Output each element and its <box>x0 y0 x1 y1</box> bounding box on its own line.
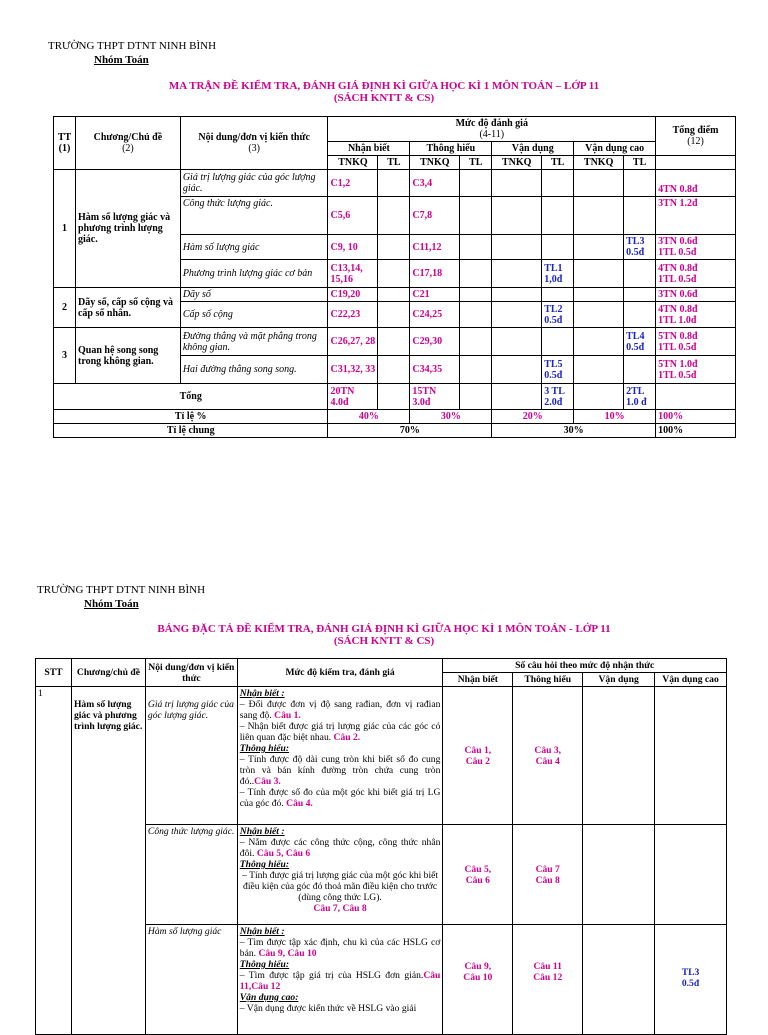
total-cell: 3TN 0.6đ <box>656 288 736 302</box>
pct-total: 100% <box>656 410 736 424</box>
total-cell: 3TN 1.2đ <box>656 197 736 235</box>
vd-tl-label: TL2 <box>544 303 563 315</box>
vd-tl-score: 1,0đ <box>544 273 563 285</box>
matrix-table <box>53 116 736 438</box>
col-count: Số câu hỏi theo mức độ nhận thức <box>443 659 727 673</box>
criteria-line <box>240 754 441 787</box>
th-ref-2: Câu 8 <box>535 874 560 886</box>
common-total: 100% <box>656 424 736 438</box>
total-tl: 1TL 0.5đ <box>658 341 697 353</box>
nb-cell: C19,20 <box>328 288 378 302</box>
col-total <box>656 117 736 156</box>
team-name-2: Nhóm Toán <box>84 598 139 610</box>
criteria-heading: Nhận biết : <box>239 926 285 937</box>
criteria-heading: Vận dụng cao: <box>239 992 299 1003</box>
content-cell: Công thức lượng giác. <box>145 825 237 925</box>
question-ref: Câu 4. <box>286 798 313 809</box>
content-cell: Công thức lượng giác. <box>180 197 328 235</box>
level-th: Thông hiểu <box>513 673 583 687</box>
vdc-tl-label: TL4 <box>626 330 645 342</box>
criteria-line <box>240 837 441 859</box>
nb-ref-1: Câu 9, <box>464 961 492 972</box>
col-content-label: Nội dung/đơn vị kiến thức <box>198 132 310 143</box>
criteria-heading: Thông hiểu: <box>239 959 290 970</box>
vdc-tl-label: TL3 <box>626 236 645 247</box>
total-cell <box>656 260 736 288</box>
chapter-number: 2 <box>54 288 76 328</box>
sum-vd-score: 2.0đ <box>544 396 563 408</box>
criteria-line <box>240 699 441 721</box>
level-nb: Nhận biết <box>443 673 513 687</box>
criteria-line <box>240 1003 441 1014</box>
criteria-line <box>240 937 441 959</box>
criteria-text: – Tìm được tập giá trị của HSLG đơn giản. <box>239 970 424 981</box>
content-cell: Cấp số cộng <box>180 302 328 328</box>
th-cell: C7,8 <box>410 197 460 235</box>
level-vdc: Vận dụng cao <box>655 673 727 687</box>
level-vd: Vận dụng <box>492 142 574 156</box>
nb-cell: C31,32, 33 <box>328 356 378 384</box>
school-name-2: TRƯỜNG THPT DTNT NINH BÌNH <box>37 584 206 596</box>
total-tl: 1TL 0.5đ <box>658 273 697 285</box>
criteria-text: – Tính được giá trị lượng giác của một góc khi biết điều kiện của góc đó thoả mãn điều kiện cho trước (dùng công thức LG). <box>242 870 439 903</box>
col-tt <box>54 117 76 170</box>
criteria-line <box>240 787 441 809</box>
col-chapter: Chương/chủ đề <box>71 659 145 687</box>
nb-ref-1: Câu 1, <box>464 744 492 756</box>
criteria-line <box>240 970 441 992</box>
criteria-cell <box>237 687 443 825</box>
criteria-text: – Nhận biết được giá trị lượng giác của các góc có liên quan đặc biệt nhau. <box>239 721 441 743</box>
criteria-heading: Thông hiểu: <box>239 859 290 870</box>
vdc-tl-score: 0.5đ <box>626 341 645 353</box>
sum-vdc <box>624 384 656 410</box>
total-tl: 1TL 0.5đ <box>658 369 697 381</box>
th-cell: C34,35 <box>410 356 460 384</box>
sum-th <box>410 384 460 410</box>
content-cell: Phương trình lượng giác cơ bản <box>180 260 328 288</box>
sub-tl: TL <box>378 156 410 170</box>
sum-vdc-score: 1.0 đ <box>626 396 647 408</box>
school-name: TRƯỜNG THPT DTNT NINH BÌNH <box>48 40 217 52</box>
nb-cell <box>443 925 513 1035</box>
spec-subtitle: (SÁCH KNTT & CS) <box>333 635 435 647</box>
chapter-name: Dãy số, cấp số cộng và cấp số nhân. <box>75 288 180 328</box>
nb-ref-2: Câu 10 <box>463 972 493 983</box>
total-tn: 4TN 0.8đ <box>658 262 698 274</box>
criteria-text: – Đổi được đơn vị độ sang rađian, đơn vị rađian sang độ. <box>239 699 441 721</box>
total-cell <box>656 356 736 384</box>
col-content-num: (3) <box>248 143 260 154</box>
vdc-tl-cell <box>624 235 656 260</box>
chapter-name: Hàm số lượng giác và phương trình lượng giác. <box>71 687 145 1035</box>
sub-tnkq: TNKQ <box>328 156 378 170</box>
nb-cell: C22,23 <box>328 302 378 328</box>
nb-ref-2: Câu 2 <box>465 755 490 767</box>
content-cell: Hàm số lượng giác <box>180 235 328 260</box>
sum-th-count: 15TN <box>412 385 437 397</box>
th-cell: C17,18 <box>410 260 460 288</box>
content-cell: Dãy số <box>180 288 328 302</box>
col-total-label: Tổng điểm <box>672 125 719 136</box>
total-cell <box>656 328 736 356</box>
matrix-subtitle: (SÁCH KNTT & CS) <box>333 92 435 104</box>
level-vd: Vận dụng <box>583 673 655 687</box>
nb-ref-2: Câu 6 <box>465 874 490 886</box>
question-ref: Câu 7, Câu 8 <box>313 903 367 914</box>
sum-nb-score: 4.0đ <box>330 396 349 408</box>
level-vdc: Vận dụng cao <box>574 142 656 156</box>
col-chapter <box>75 117 180 170</box>
criteria-cell <box>237 825 443 925</box>
question-ref: Câu 1. <box>274 710 301 721</box>
stt-cell: 1 <box>36 687 72 1035</box>
sub-tnkq: TNKQ <box>574 156 624 170</box>
vdc-ref-2: 0.5đ <box>681 978 700 989</box>
content-cell: Đường thẳng và mặt phẳng trong không gian. <box>180 328 328 356</box>
criteria-line <box>240 721 441 743</box>
col-tt-num: (1) <box>58 143 71 154</box>
criteria-text: – Tìm được tập xác định, chu kì của các HSLG cơ bản. <box>239 937 441 959</box>
chapter-number: 3 <box>54 328 76 384</box>
sum-vdc-count: 2TL <box>626 385 645 397</box>
spec-table <box>35 658 727 1035</box>
team-name: Nhóm Toán <box>94 54 149 66</box>
content-cell: Hàm số lượng giác <box>145 925 237 1035</box>
vdc-cell <box>655 925 727 1035</box>
nb-cell: C13,14, 15,16 <box>328 260 378 288</box>
chapter-name: Hàm số lượng giác và phương trình lượng giác. <box>75 170 180 288</box>
sub-tl: TL <box>460 156 492 170</box>
content-cell: Giá trị lượng giác của góc lượng giác. <box>180 170 328 197</box>
th-cell <box>513 687 583 825</box>
col-level <box>328 117 656 142</box>
criteria-text: – Nắm được các công thức cộng, công thức nhân đôi. <box>239 837 441 859</box>
sum-vd-count: 3 TL <box>544 385 565 397</box>
empty-cell <box>656 156 736 170</box>
col-chapter-label: Chương/Chủ đề <box>93 132 163 143</box>
content-cell: Hai đường thẳng song song. <box>180 356 328 384</box>
pct-nb: 40% <box>328 410 410 424</box>
nb-ref-1: Câu 5, <box>464 863 492 875</box>
th-cell: C3,4 <box>410 170 460 197</box>
nb-cell <box>443 687 513 825</box>
vdc-tl-score: 0.5đ <box>626 247 645 258</box>
col-chapter-num: (2) <box>122 143 134 154</box>
pct-th: 30% <box>410 410 492 424</box>
pct-vd: 20% <box>492 410 574 424</box>
criteria-line <box>240 870 441 914</box>
vd-tl-score: 0.5đ <box>544 314 563 326</box>
th-ref-2: Câu 12 <box>533 972 563 983</box>
th-cell <box>513 825 583 925</box>
pct-vdc: 10% <box>574 410 656 424</box>
th-cell: C21 <box>410 288 460 302</box>
matrix-title: MA TRẬN ĐỀ KIỂM TRA, ĐÁNH GIÁ ĐỊNH KÌ GIỮA HỌC KÌ 1 MÔN TOÁN – LỚP 11 <box>168 80 600 92</box>
col-level: Mức độ kiểm tra, đánh giá <box>237 659 443 687</box>
total-tn: 5TN 1.0đ <box>658 358 698 370</box>
th-cell: C24,25 <box>410 302 460 328</box>
vd-tl-score: 0.5đ <box>544 369 563 381</box>
question-ref: Câu 9, Câu 10 <box>258 948 317 959</box>
col-tt-label: TT <box>57 132 72 143</box>
criteria-heading: Nhận biết : <box>239 688 285 699</box>
sum-th-score: 3.0đ <box>412 396 431 408</box>
question-ref: Câu 2. <box>333 732 361 743</box>
th-cell: C29,30 <box>410 328 460 356</box>
vd-tl-label: TL1 <box>544 262 563 274</box>
common-b: 30% <box>492 424 656 438</box>
vdc-tl-cell <box>624 328 656 356</box>
total-cell <box>656 302 736 328</box>
col-total-num: (12) <box>687 136 704 147</box>
sum-label: Tổng <box>54 384 328 410</box>
sum-nb-count: 20TN <box>330 385 355 397</box>
criteria-text: – Tính được số đo của một góc khi biết giá trị LG của góc đó. <box>239 787 441 809</box>
question-ref: Câu 11,Câu 12 <box>239 970 441 992</box>
total-cell <box>656 235 736 260</box>
total-cell: 4TN 0.8đ <box>656 170 736 197</box>
col-stt: STT <box>36 659 72 687</box>
col-level-label: Mức độ đánh giá <box>455 118 528 129</box>
question-ref: Câu 5, Câu 6 <box>256 848 311 859</box>
common-label: Tỉ lệ chung <box>54 424 328 438</box>
vd-tl-cell <box>542 302 574 328</box>
nb-cell: C26,27, 28 <box>328 328 378 356</box>
chapter-name: Quan hệ song song trong không gian. <box>75 328 180 384</box>
vd-tl-cell <box>542 356 574 384</box>
th-cell <box>513 925 583 1035</box>
content-cell: Giá trị lượng giác của góc lượng giác. <box>145 687 237 825</box>
question-ref: Câu 3. <box>254 776 281 787</box>
criteria-heading: Thông hiểu: <box>239 743 290 754</box>
nb-cell: C1,2 <box>328 170 378 197</box>
sub-tl: TL <box>542 156 574 170</box>
sub-tnkq: TNKQ <box>410 156 460 170</box>
vdc-ref-1: TL3 <box>681 967 700 978</box>
total-tn: 5TN 0.8đ <box>658 330 698 342</box>
col-content <box>180 117 328 170</box>
col-level-num: (4-11) <box>479 129 505 140</box>
common-a: 70% <box>328 424 492 438</box>
th-cell: C11,12 <box>410 235 460 260</box>
nb-cell: C9, 10 <box>328 235 378 260</box>
nb-cell <box>443 825 513 925</box>
level-nb: Nhận biết <box>328 142 410 156</box>
sum-nb <box>328 384 378 410</box>
th-ref-1: Câu 7 <box>535 863 560 875</box>
col-content: Nội dung/đơn vị kiến thức <box>145 659 237 687</box>
criteria-text: – Vận dụng được kiến thức về HSLG vào giải <box>239 1003 417 1014</box>
total-tl: 1TL 1.0đ <box>658 314 697 326</box>
criteria-text: – Tính được độ dài cung tròn khi biết số đo cung tròn và bán kính đường tròn chứa cung tròn đó.. <box>239 754 441 787</box>
total-tn: 3TN 0.6đ <box>658 236 698 247</box>
criteria-cell <box>237 925 443 1035</box>
level-th: Thông hiểu <box>410 142 492 156</box>
chapter-number: 1 <box>54 170 76 288</box>
vd-tl-label: TL5 <box>544 358 563 370</box>
th-ref-2: Câu 4 <box>535 755 560 767</box>
vd-tl-cell <box>542 260 574 288</box>
total-tn: 4TN 0.8đ <box>658 303 698 315</box>
th-ref-1: Câu 11 <box>533 961 562 972</box>
nb-cell: C5,6 <box>328 197 378 235</box>
sum-vd <box>542 384 574 410</box>
criteria-heading: Nhận biết : <box>239 826 285 837</box>
pct-label: Tỉ lệ % <box>54 410 328 424</box>
sub-tl: TL <box>624 156 656 170</box>
th-ref-1: Câu 3, <box>534 744 562 756</box>
total-tl: 1TL 0.5đ <box>658 247 697 258</box>
spec-title: BẢNG ĐẶC TẢ ĐỀ KIỂM TRA, ĐÁNH GIÁ ĐỊNH KÌ GIỮA HỌC KÌ 1 MÔN TOÁN - LỚP 11 <box>157 623 611 635</box>
sub-tnkq: TNKQ <box>492 156 542 170</box>
